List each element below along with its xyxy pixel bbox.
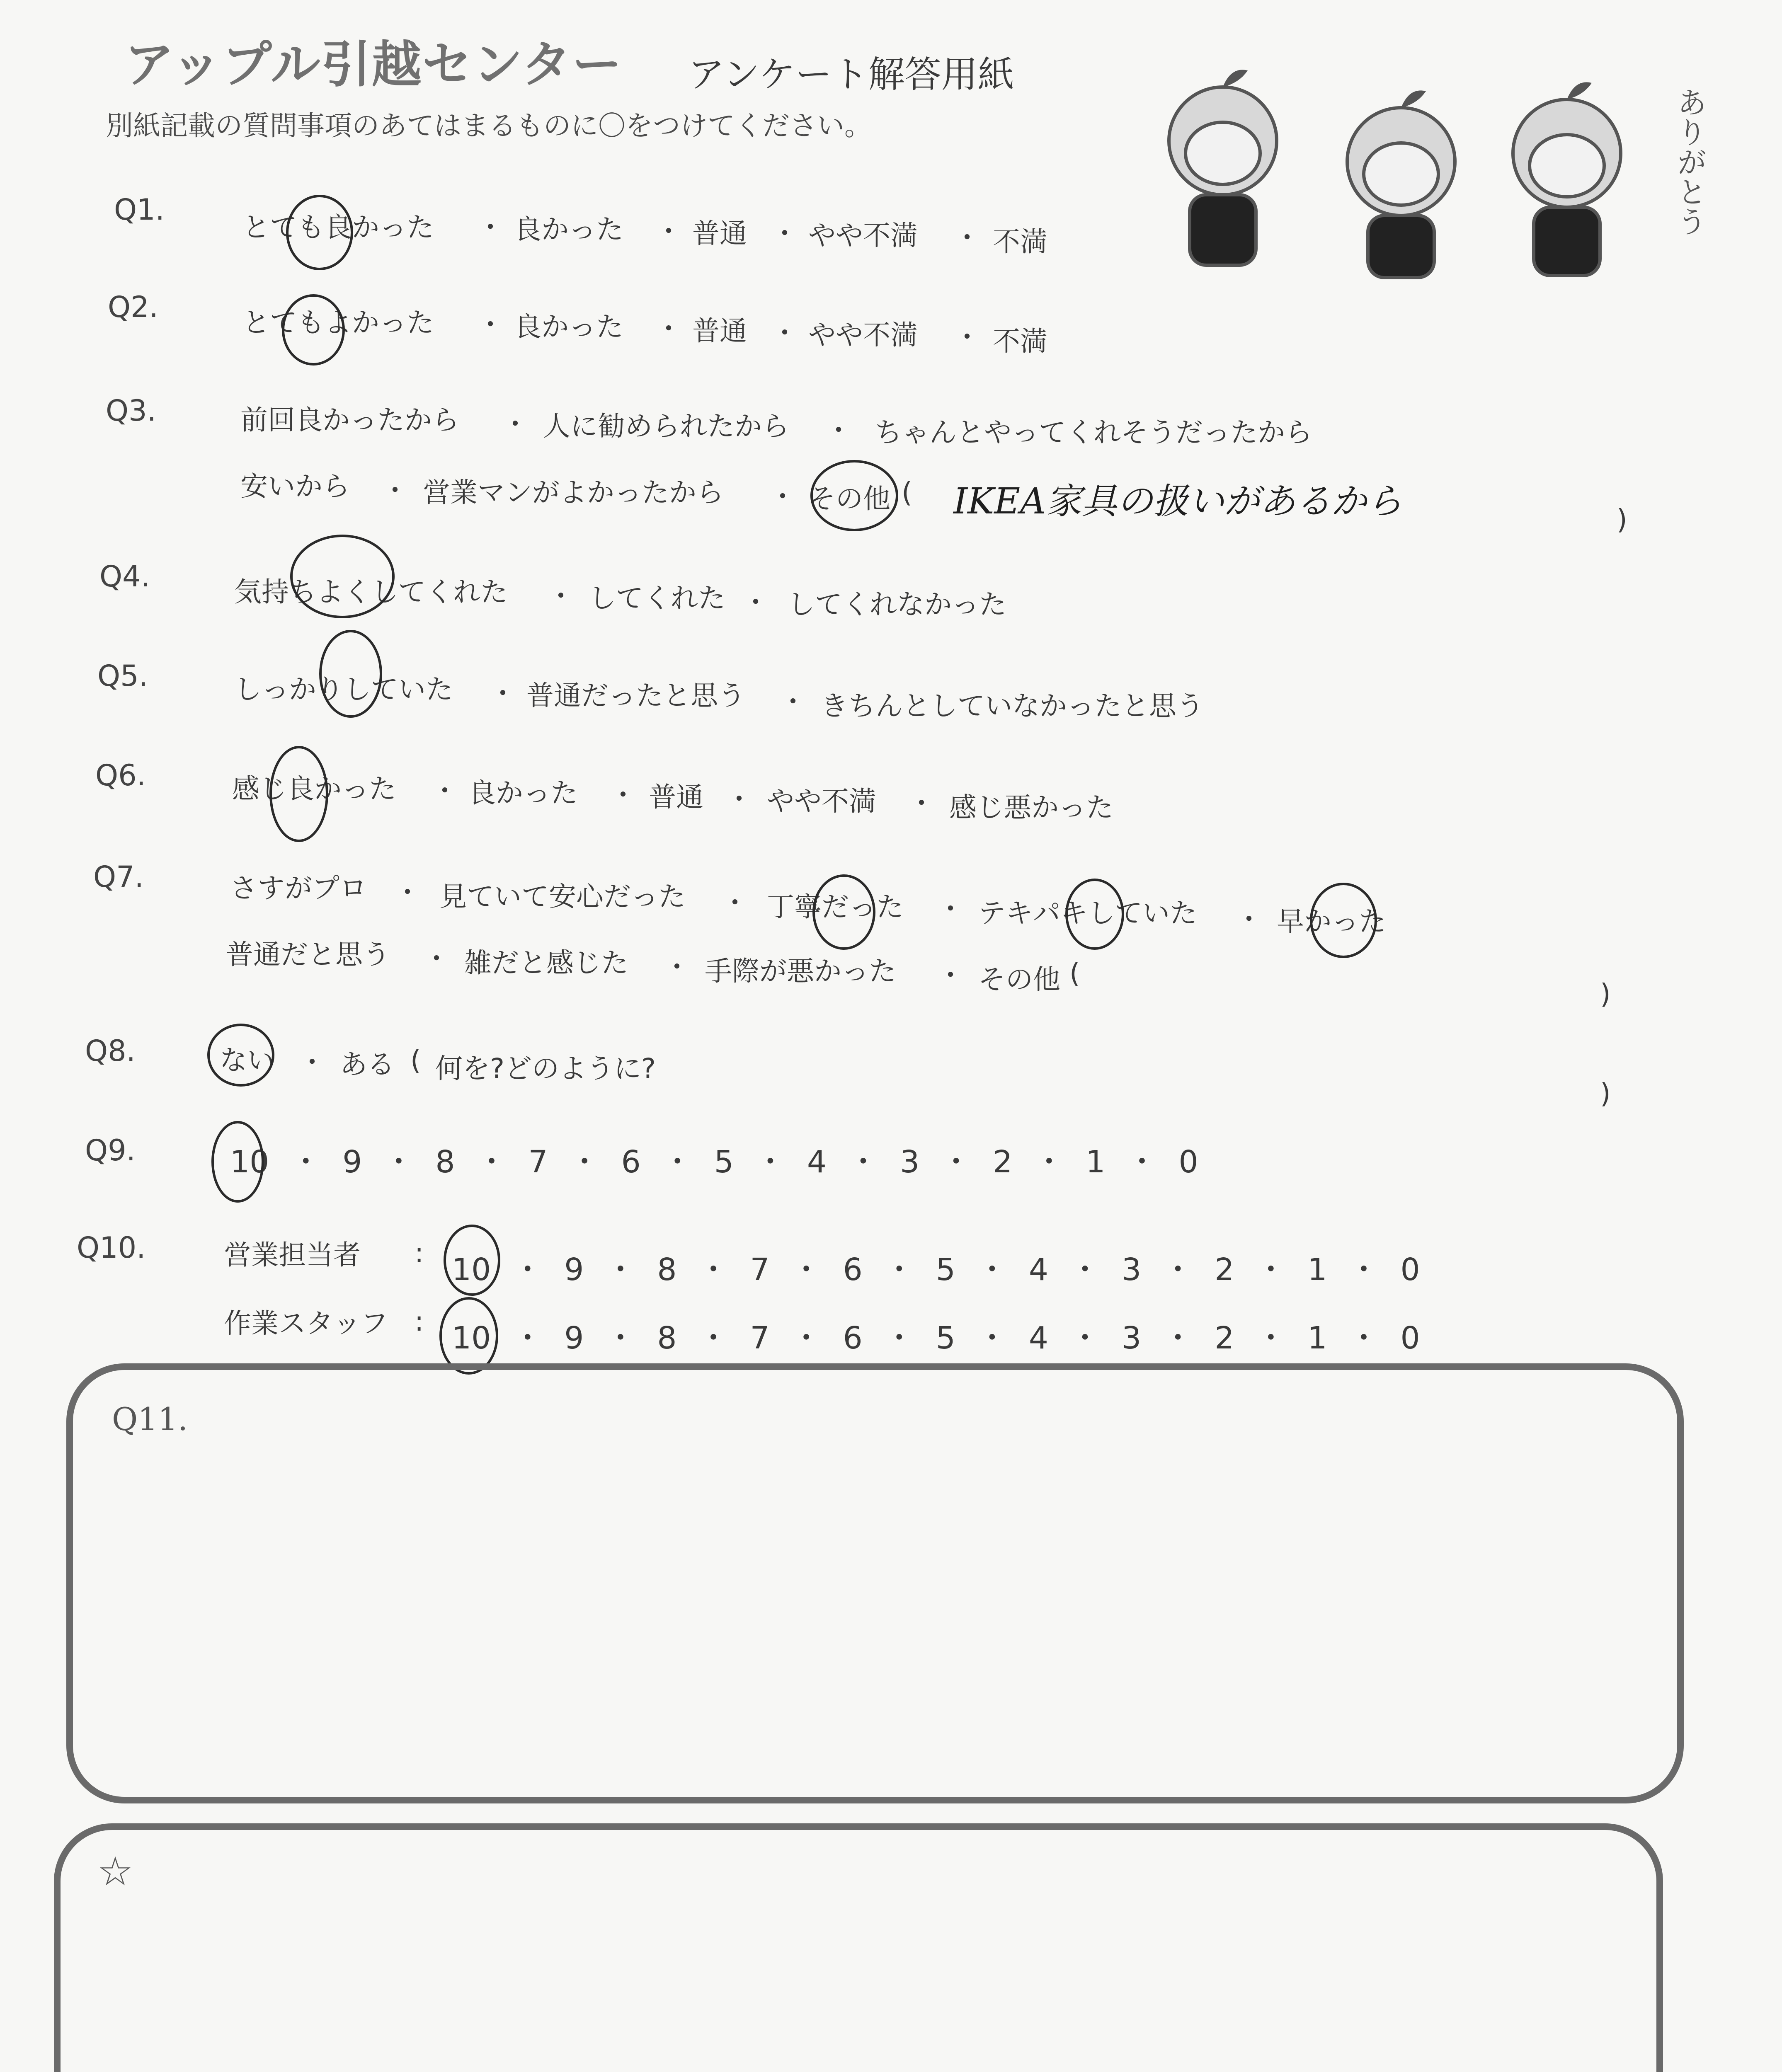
star-comment-box[interactable] (54, 1823, 1663, 2072)
q10-sales-value-7[interactable]: 7 (750, 1252, 770, 1288)
q7-option-5[interactable]: 早かった (1277, 905, 1386, 937)
q3-option-3[interactable]: ちゃんとやってくれそうだったから (875, 416, 1312, 448)
q7-answer-circle-1 (812, 874, 875, 950)
q10-sales-value-6[interactable]: 6 (843, 1252, 863, 1288)
q10-staff-scale[interactable]: 10 ・ 9 ・ 8 ・ 7 ・ 6 ・ 5 ・ 4 ・ 3 ・ 2 ・ 1 ・ 0 (452, 1320, 1420, 1356)
q9-value-4[interactable]: 4 (807, 1144, 827, 1180)
instruction-text: 別紙記載の質問事項のあてはまるものに〇をつけてください。 (106, 110, 872, 142)
q6-option-4[interactable]: やや不満 (767, 785, 876, 817)
q2-option-5[interactable]: 不満 (993, 325, 1047, 357)
q4-label: Q4. (99, 559, 150, 593)
q7-answer-circle-3 (1310, 883, 1377, 958)
q10-sales-value-0[interactable]: 0 (1400, 1252, 1420, 1288)
q10-sales-value-5[interactable]: 5 (936, 1252, 955, 1288)
star-label: ☆ (97, 1848, 133, 1895)
q3-option-1[interactable]: 前回良かったから (240, 404, 459, 436)
q7-option-other[interactable]: その他 (978, 963, 1060, 995)
q2-option-3[interactable]: 普通 (692, 315, 747, 347)
q10-staff-label: 作業スタッフ (224, 1307, 388, 1339)
q9-value-2[interactable]: 2 (993, 1144, 1013, 1180)
q7-option-3[interactable]: 丁寧だった (767, 891, 904, 923)
q11-comment-box[interactable] (66, 1363, 1684, 1803)
q9-value-1[interactable]: 1 (1086, 1144, 1106, 1180)
q7-option-6[interactable]: 普通だと思う (226, 939, 390, 971)
q10-sales-value-8[interactable]: 8 (657, 1252, 677, 1288)
q10-sales-value-4[interactable]: 4 (1028, 1252, 1049, 1288)
q6-answer-circle (269, 746, 328, 842)
q10-sales-scale[interactable]: 10 ・ 9 ・ 8 ・ 7 ・ 6 ・ 5 ・ 4 ・ 3 ・ 2 ・ 1 ・ 0 (452, 1252, 1420, 1288)
q9-value-3[interactable]: 3 (900, 1144, 920, 1180)
q7-option-8[interactable]: 手際が悪かった (705, 955, 896, 987)
q6-option-1[interactable]: 感じ良かった (232, 773, 396, 805)
q1-option-5[interactable]: 不満 (993, 226, 1047, 258)
q9-value-9[interactable]: 9 (342, 1144, 362, 1180)
q5-answer-circle (319, 630, 382, 718)
q10-label: Q10. (77, 1231, 146, 1265)
q3-other-answer: IKEA家具の扱いがあるから (953, 481, 1403, 522)
q7-option-1[interactable]: さすがプロ (230, 872, 367, 904)
q6-label: Q6. (95, 758, 146, 792)
q10-sales-value-2[interactable]: 2 (1215, 1252, 1234, 1288)
q3-option-2[interactable]: 人に勧められたから (543, 410, 789, 442)
q8-answer-circle (207, 1024, 274, 1087)
q10-staff-value-3[interactable]: 3 (1122, 1320, 1142, 1356)
q9-value-8[interactable]: 8 (435, 1144, 455, 1180)
company-title: アップル引越センター (124, 36, 623, 94)
q10-sales-value-9[interactable]: 9 (564, 1252, 584, 1288)
q10-sales-answer-circle (444, 1225, 500, 1296)
q2-label: Q2. (108, 290, 158, 324)
q4-answer-circle (290, 535, 395, 618)
q9-value-5[interactable]: 5 (714, 1144, 734, 1180)
q8-label: Q8. (85, 1034, 136, 1068)
q11-label: Q11. (112, 1401, 188, 1438)
q10-staff-value-6[interactable]: 6 (843, 1320, 863, 1356)
q5-option-3[interactable]: きちんとしていなかったと思う (821, 690, 1204, 722)
q1-label: Q1. (114, 193, 165, 227)
q9-value-0[interactable]: 0 (1178, 1144, 1198, 1180)
q3-option-4[interactable]: 安いから (240, 470, 350, 502)
q10-staff-value-2[interactable]: 2 (1215, 1320, 1234, 1356)
q3-label: Q3. (106, 394, 156, 428)
q1-answer-circle (286, 195, 353, 270)
q1-option-1[interactable]: とても良かった (242, 211, 434, 243)
q10-staff-value-1[interactable]: 1 (1307, 1320, 1327, 1356)
q8-option-2[interactable]: ある (340, 1048, 395, 1080)
q7-label: Q7. (93, 860, 144, 894)
q10-sales-label: 営業担当者 (224, 1239, 361, 1271)
q10-staff-value-10[interactable]: 10 (452, 1320, 491, 1356)
q1-option-3[interactable]: 普通 (692, 218, 747, 249)
thanks-label: ありがとう (1672, 87, 1707, 236)
q10-staff-answer-circle (439, 1297, 498, 1375)
q7-option-4[interactable]: テキパキしていた (978, 897, 1197, 929)
q1-option-2[interactable]: 良かった (514, 213, 623, 245)
q10-sales-value-10[interactable]: 10 (452, 1252, 491, 1288)
q2-option-4[interactable]: やや不満 (808, 319, 918, 351)
q6-option-5[interactable]: 感じ悪かった (949, 792, 1113, 823)
q6-option-3[interactable]: 普通 (649, 781, 703, 813)
q9-label: Q9. (85, 1133, 136, 1167)
q8-option-1[interactable]: ない (220, 1044, 274, 1076)
q10-staff-value-7[interactable]: 7 (750, 1320, 770, 1356)
three-monkeys-icon (1152, 58, 1712, 282)
q3-answer-circle (810, 460, 898, 531)
q10-staff-value-0[interactable]: 0 (1400, 1320, 1420, 1356)
q3-option-5[interactable]: 営業マンがよかったから (423, 477, 724, 508)
q10-sales-value-3[interactable]: 3 (1122, 1252, 1142, 1288)
q8-detail: 何を?どのように? (435, 1053, 656, 1084)
q9-scale[interactable]: 10 ・ 9 ・ 8 ・ 7 ・ 6 ・ 5 ・ 4 ・ 3 ・ 2 ・ 1 ・ 0 (230, 1144, 1198, 1180)
q9-value-7[interactable]: 7 (528, 1144, 548, 1180)
q5-label: Q5. (97, 659, 148, 693)
q5-option-1[interactable]: しっかりしていた (234, 673, 453, 705)
q10-staff-value-4[interactable]: 4 (1028, 1320, 1049, 1356)
q10-staff-value-5[interactable]: 5 (936, 1320, 955, 1356)
q5-option-2[interactable]: 普通だったと思う (526, 680, 745, 712)
q2-option-1[interactable]: とてもよかった (242, 307, 434, 339)
q4-option-2[interactable]: してくれた (589, 582, 725, 614)
q7-answer-circle-2 (1065, 879, 1124, 950)
q4-option-3[interactable]: してくれなかった (788, 588, 1006, 620)
q6-option-2[interactable]: 良かった (468, 777, 578, 809)
form-subtitle: アンケート解答用紙 (688, 53, 1014, 96)
q7-option-2[interactable]: 見ていて安心だった (439, 881, 686, 913)
q7-option-7[interactable]: 雑だと感じた (464, 947, 628, 979)
q10-staff-value-9[interactable]: 9 (564, 1320, 584, 1356)
q9-answer-circle (211, 1121, 264, 1203)
q3-option-other[interactable]: その他 (808, 483, 890, 515)
q2-answer-circle (282, 294, 345, 366)
q10-sales-value-1[interactable]: 1 (1307, 1252, 1327, 1288)
q10-staff-value-8[interactable]: 8 (657, 1320, 677, 1356)
q2-option-2[interactable]: 良かった (514, 311, 623, 343)
q9-value-6[interactable]: 6 (621, 1144, 641, 1180)
q9-value-10[interactable]: 10 (230, 1144, 269, 1180)
q4-option-1[interactable]: 気持ちよくしてくれた (234, 576, 508, 608)
q1-option-4[interactable]: やや不満 (808, 220, 918, 252)
